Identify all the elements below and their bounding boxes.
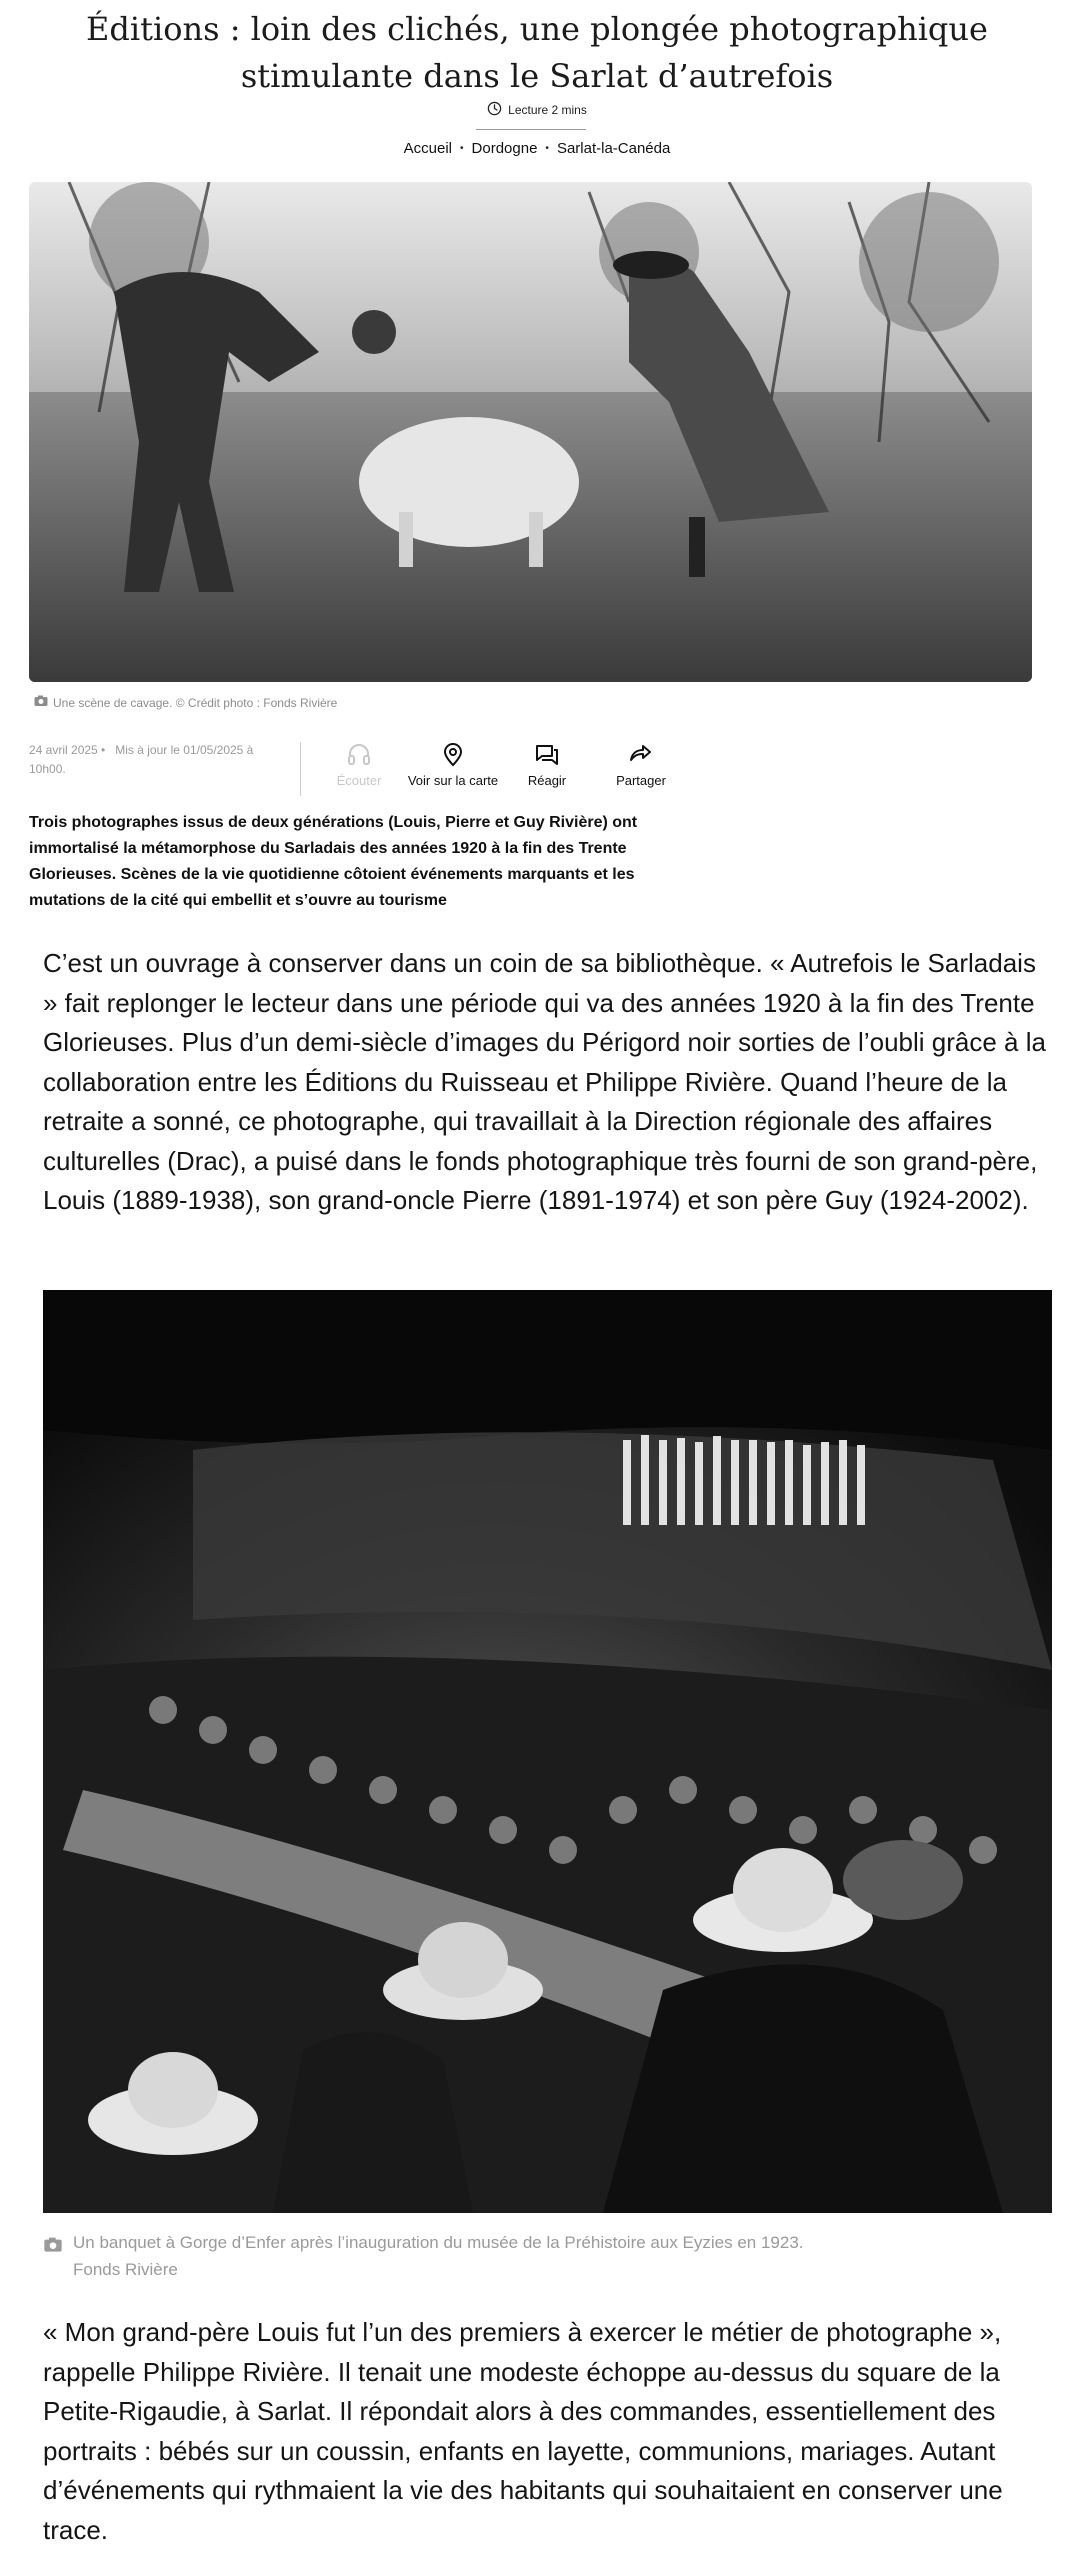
breadcrumb-item-sarlat[interactable]: Sarlat-la-Canéda [556,140,671,157]
map-button[interactable] [406,740,500,788]
clock-icon [487,101,502,119]
article-actions [312,740,688,788]
react-label: Réagir [527,773,567,788]
camera-icon [34,695,48,710]
map-label: Voir sur la carte [407,773,499,788]
banquet-caption [43,2229,1043,2283]
hero-caption [34,695,337,710]
banquet-photo[interactable] [43,1290,1052,2213]
reading-time [0,101,1074,119]
camera-icon [43,2229,63,2283]
breadcrumb-item-dordogne[interactable]: Dordogne [471,140,538,157]
article-paragraph-2: « Mon grand-père Louis fut l’un des premiers à exercer le métier de photographe », rappelle Philippe Rivière. Il tenait une modeste échoppe au-dessus du square de la Petite-Rigaudie, à Sarlat. Il répondait alors à des commandes, essentiellement des portraits : bébés sur un coussin, enfants en layette, communions, mariages. Autant d’événements qui rythmaient la vie des habitants qui souhaitaient en conserver une trace. [43,2317,1003,2545]
chat-icon [533,740,561,768]
share-arrow-icon [627,740,655,768]
map-pin-icon [439,740,467,768]
meta-divider [300,742,301,796]
hero-photo-image [29,182,1032,682]
reading-time-label: Lecture 2 mins [508,103,587,117]
share-label: Partager [616,773,666,788]
breadcrumb-separator: • [545,143,549,154]
listen-button[interactable] [312,740,406,788]
hero-photo[interactable] [29,182,1032,682]
article-lede: Trois photographes issus de deux générations (Louis, Pierre et Guy Rivière) ont immortalisé la métamorphose du Sarladais des années 1920 à la fin des Trente Glorieuses. Scènes de la vie quotidienne côtoient événements marquants et les mutations de la cité qui embellit et s’ouvre au tourisme [29,814,638,909]
breadcrumb-item-accueil[interactable]: Accueil [403,140,453,157]
article-title: Éditions : loin des clichés, une plongée photographique stimulante dans le Sarlat d’autrefois [86,10,988,95]
banquet-photo-image [43,1290,1052,2213]
hero-caption-text: Une scène de cavage. © Crédit photo : Fonds Rivière [53,695,338,710]
article-dates [29,741,279,779]
headphones-icon [345,740,373,768]
breadcrumb-separator: • [460,143,464,154]
banquet-caption-text [73,2229,804,2283]
banquet-caption-line-1: Un banquet à Gorge d’Enfer après l’inauguration du musée de la Préhistoire aux Eyzies en 1923. [73,2233,804,2252]
react-button[interactable] [500,740,594,788]
article-paragraph-1: C’est un ouvrage à conserver dans un coin de sa bibliothèque. « Autrefois le Sarladais » fait replonger le lecteur dans une période qui va des années 1920 à la fin des Trente Glorieuses. Plus d’un demi-siècle d’images du Périgord noir sorties de l’oubli grâce à la collaboration entre les Éditions du Ruisseau et Philippe Rivière. Quand l’heure de la retraite a sonné, ce photographe, qui travaillait à la Direction régionale des affaires culturelles (Drac), a puisé dans le fonds photographique très fourni de son grand-père, Louis (1889-1938), son grand-oncle Pierre (1891-1974) et son père Guy (1924-2002). [43,948,1046,1215]
listen-label: Écouter [336,773,382,788]
reading-divider [476,129,586,130]
updated-date: Mis à jour le 01/05/2025 à 10h00. [29,743,254,776]
share-button[interactable] [594,740,688,788]
banquet-caption-credit: Fonds Rivière [73,2260,178,2279]
published-date: 24 avril 2025 • [29,743,106,757]
breadcrumb [0,140,1074,157]
